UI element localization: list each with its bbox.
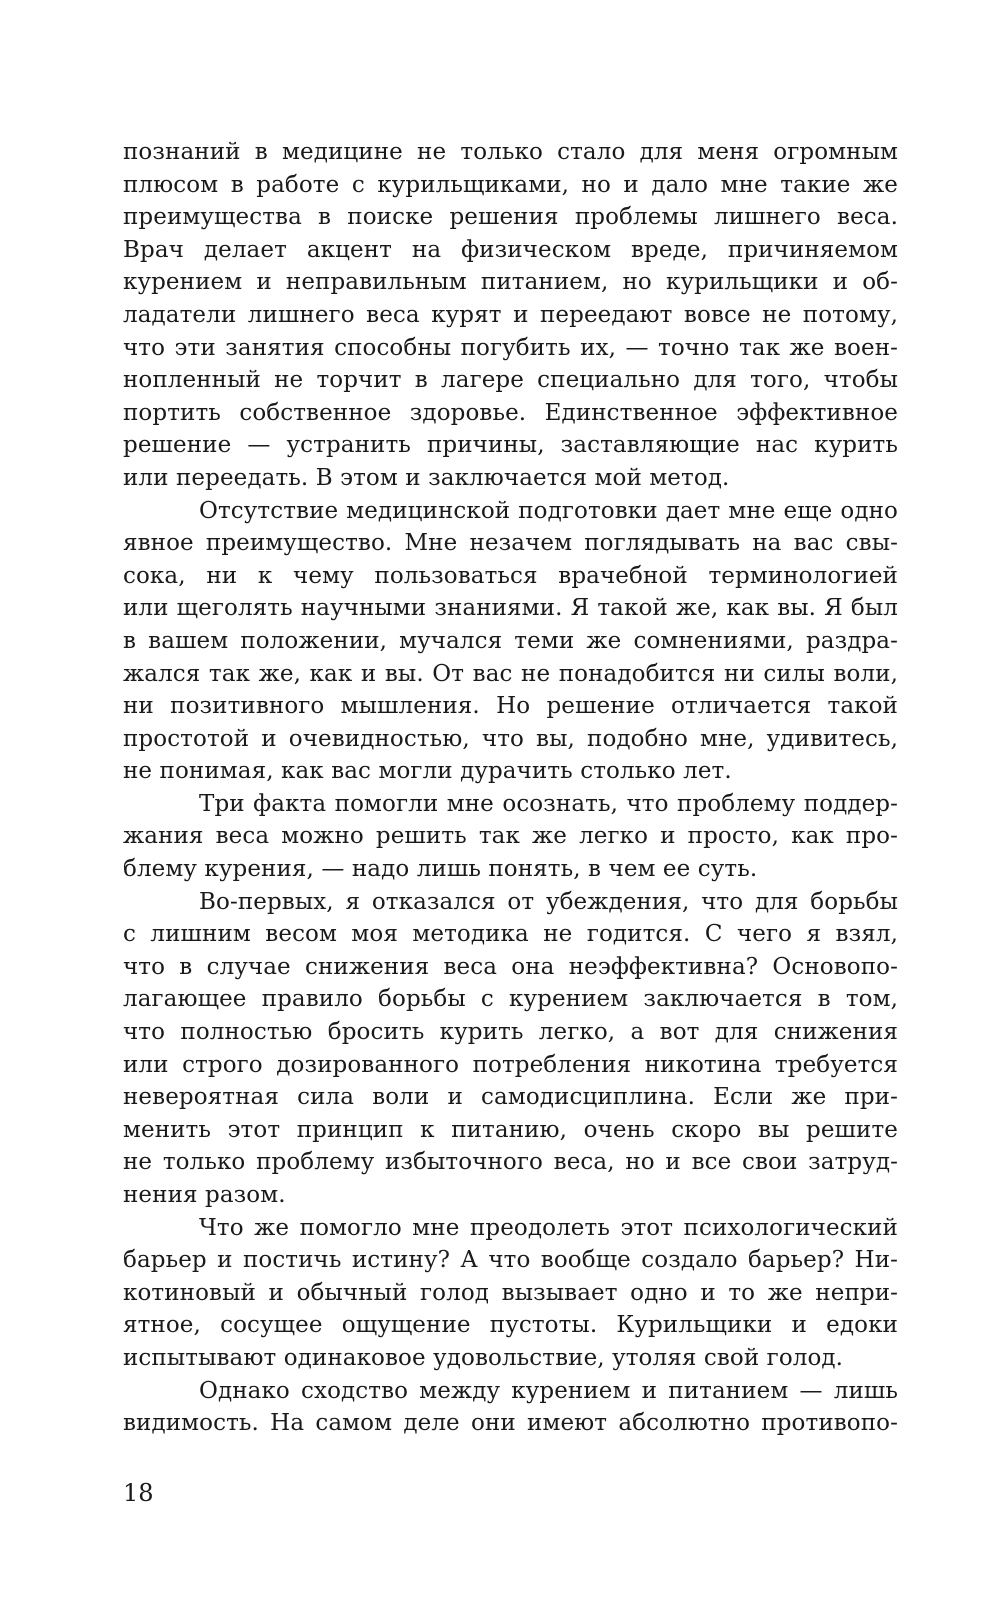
paragraph <box>123 136 898 495</box>
book-page-text <box>123 136 898 1440</box>
text-line: курением и неправильным питанием, но курильщики и об- <box>123 269 898 296</box>
paragraph <box>123 1212 898 1375</box>
text-line: Три факта помогли мне осознать, что проблему поддер- <box>199 790 898 817</box>
text-line: что в случае снижения веса она неэффективна? Основопо- <box>123 953 898 980</box>
text-line: котиновый и обычный голод вызывает одно и то же непри- <box>123 1279 898 1306</box>
text-line: невероятная сила воли и самодисциплина. Если же при- <box>123 1084 898 1111</box>
text-line: испытывают одинаковое удовольствие, утоляя свой голод. <box>123 1344 844 1371</box>
paragraph <box>123 1375 898 1440</box>
text-line: плюсом в работе с курильщиками, но и дало мне такие же <box>123 171 898 198</box>
text-line: Что же помогло мне преодолеть этот психологический <box>199 1214 898 1241</box>
text-line: Во-первых, я отказался от убеждения, что для борьбы <box>199 888 898 915</box>
text-line: нения разом. <box>123 1182 286 1208</box>
text-line: или переедать. В этом и заключается мой метод. <box>123 464 730 491</box>
text-line: в вашем положении, мучался теми же сомнениями, раздра- <box>123 627 898 654</box>
paragraph <box>123 495 898 788</box>
text-line: решение — устранить причины, заставляющие нас курить <box>123 432 898 459</box>
text-line: или строго дозированного потребления никотина требуется <box>123 1051 898 1078</box>
text-line: Однако сходство между курением и питанием — лишь <box>199 1377 898 1404</box>
text-line: с лишним весом моя методика не годится. С чего я взял, <box>123 921 898 948</box>
text-line: Отсутствие медицинской подготовки дает мне еще одно <box>199 497 898 524</box>
text-line: ятное, сосущее ощущение пустоты. Курильщики и едоки <box>123 1312 898 1339</box>
text-line: лагающее правило борьбы с курением заключается в том, <box>123 986 898 1013</box>
text-line: менить этот принцип к питанию, очень скоро вы решите <box>123 1116 898 1143</box>
page-number: 18 <box>123 1479 154 1507</box>
paragraph <box>123 886 898 1212</box>
text-line: видимость. На самом деле они имеют абсолютно противопо- <box>123 1410 898 1437</box>
text-line: жания веса можно решить так же легко и просто, как про- <box>123 823 898 850</box>
text-line: барьер и постичь истину? А что вообще создало барьер? Ни- <box>123 1247 898 1274</box>
paragraph <box>123 788 898 886</box>
text-line: не понимая, как вас могли дурачить столько лет. <box>123 758 732 785</box>
text-line: простотой и очевидностью, что вы, подобно мне, удивитесь, <box>123 725 898 752</box>
text-line: познаний в медицине не только стало для меня огромным <box>123 139 898 165</box>
text-line: явное преимущество. Мне незачем поглядывать на вас свы- <box>123 530 898 557</box>
text-line: или щеголять научными знаниями. Я такой же, как вы. Я был <box>123 595 898 622</box>
text-line: ладатели лишнего веса курят и переедают вовсе не потому, <box>123 301 898 328</box>
text-line: нопленный не торчит в лагере специально для того, чтобы <box>123 367 898 394</box>
text-line: ни позитивного мышления. Но решение отличается такой <box>123 693 898 720</box>
text-line: что эти занятия способны погубить их, — точно так же воен- <box>123 334 898 361</box>
text-line: жался так же, как и вы. От вас не понадобится ни силы воли, <box>123 660 898 687</box>
text-line: что полностью бросить курить легко, а вот для снижения <box>123 1019 898 1046</box>
text-line: преимущества в поиске решения проблемы лишнего веса. <box>123 204 898 231</box>
text-line: портить собственное здоровье. Единственное эффективное <box>123 399 898 426</box>
text-line: сока, ни к чему пользоваться врачебной терминологией <box>123 562 898 589</box>
text-line: блему курения, — надо лишь понять, в чем ее суть. <box>123 856 758 883</box>
text-line: не только проблему избыточного веса, но и все свои затруд- <box>123 1149 898 1176</box>
text-line: Врач делает акцент на физическом вреде, причиняемом <box>123 236 898 263</box>
